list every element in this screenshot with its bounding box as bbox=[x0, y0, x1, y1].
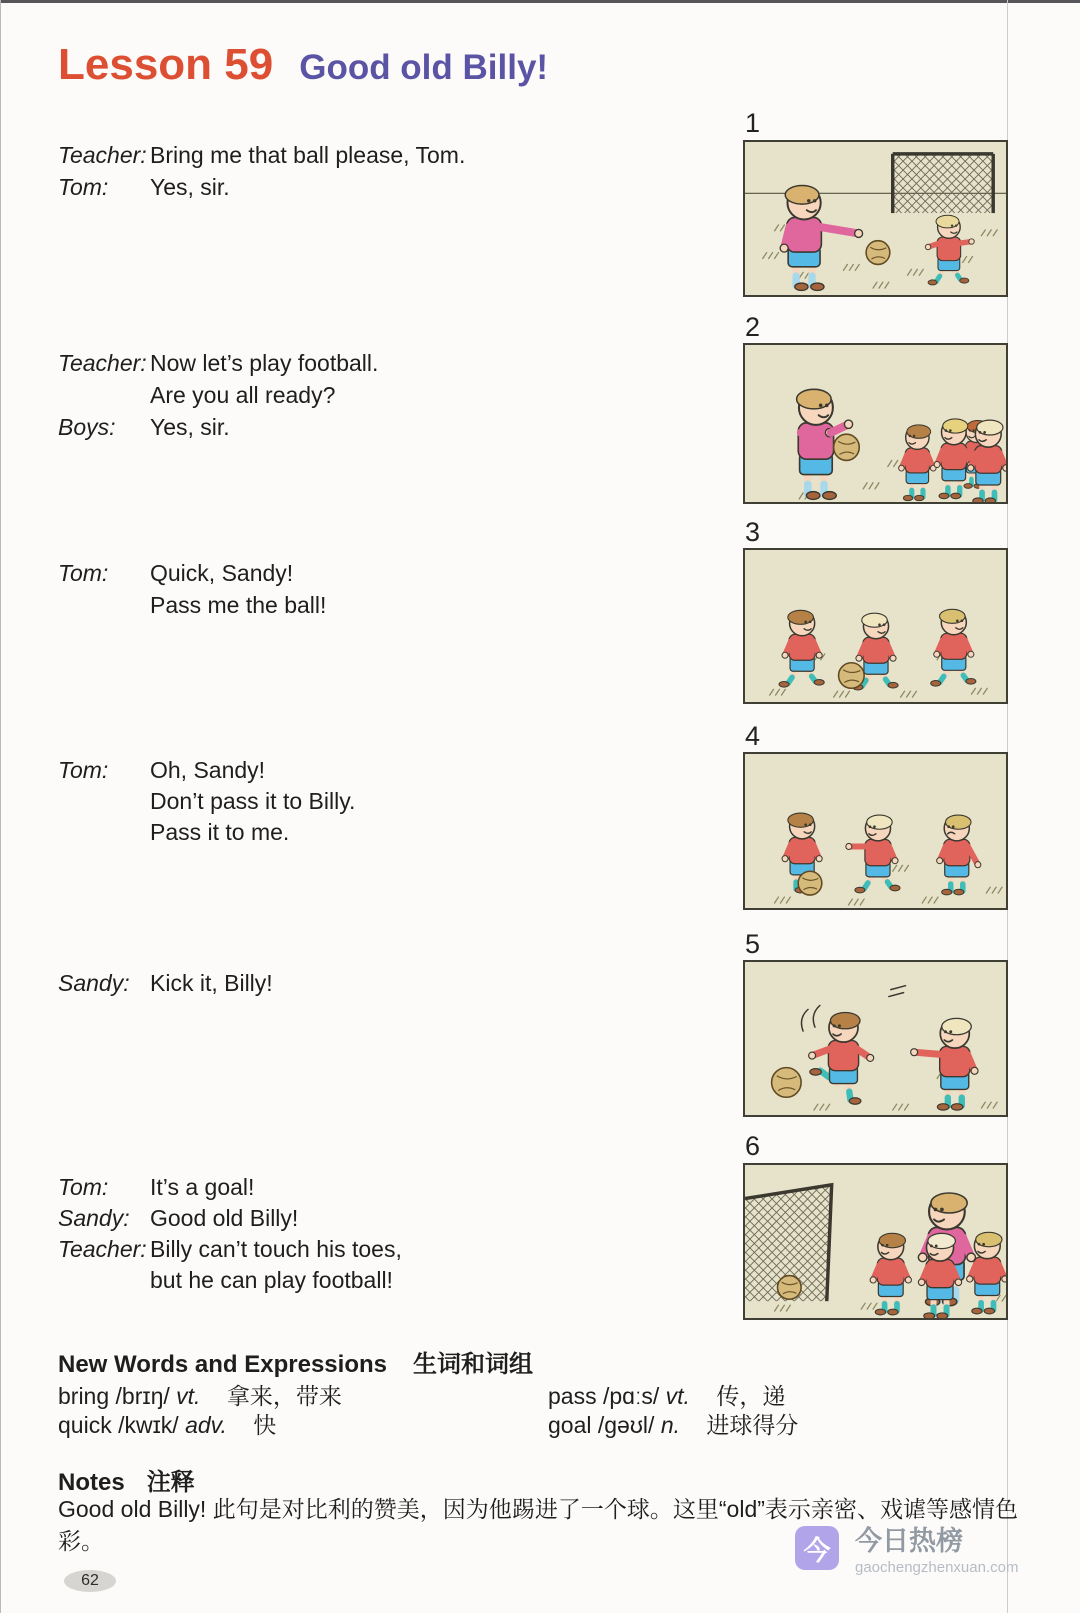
dialogue-line: Good old Billy! bbox=[150, 1205, 299, 1231]
boy-figure bbox=[931, 609, 976, 686]
dialogue-line: Now let’s play football. bbox=[150, 350, 379, 376]
boy-figure bbox=[779, 610, 824, 687]
new-words-heading-en: New Words and Expressions bbox=[58, 1351, 387, 1378]
vocab-pos: vt. bbox=[176, 1383, 201, 1409]
dialogue-row bbox=[58, 1265, 393, 1295]
grass-marks bbox=[893, 1104, 909, 1110]
grass-marks bbox=[873, 282, 889, 288]
vocab-pos: n. bbox=[660, 1412, 680, 1438]
football bbox=[866, 241, 890, 265]
vocab-phonetic: /brɪŋ/ bbox=[115, 1383, 170, 1409]
dialogue-row bbox=[58, 968, 273, 998]
vocab-phonetic: /kwɪk/ bbox=[118, 1412, 179, 1438]
panel-3-boys-chase-ball bbox=[743, 548, 1008, 704]
football bbox=[772, 1068, 802, 1098]
dialogue-row bbox=[58, 590, 326, 620]
speaker-label: Teacher: bbox=[58, 142, 147, 168]
panel-1-teacher-points-at-ball bbox=[743, 140, 1008, 297]
panel-number: 6 bbox=[745, 1131, 761, 1161]
dialogue-row bbox=[58, 786, 355, 816]
vocab-word: quick bbox=[58, 1412, 112, 1438]
speaker-label: Teacher: bbox=[58, 1236, 147, 1262]
panel-number: 2 bbox=[745, 312, 761, 342]
speaker-label: Tom: bbox=[58, 174, 109, 200]
boy-figure bbox=[870, 1233, 911, 1315]
vocab-word: bring bbox=[58, 1383, 110, 1409]
panel-number: 3 bbox=[745, 517, 761, 547]
notes-heading bbox=[58, 1462, 195, 1497]
dialogue-row bbox=[58, 1203, 298, 1233]
grass-marks bbox=[986, 887, 1002, 893]
dialogue-line: It’s a goal! bbox=[150, 1174, 255, 1200]
speaker-label: Teacher: bbox=[58, 350, 147, 376]
football bbox=[778, 1276, 802, 1300]
panel-number: 4 bbox=[745, 721, 761, 751]
vocab-translation: 快 bbox=[253, 1412, 277, 1438]
new-words-heading bbox=[58, 1344, 533, 1379]
grass-marks bbox=[972, 688, 988, 694]
dialogue-row bbox=[58, 348, 378, 378]
dialogue-row bbox=[58, 1234, 402, 1264]
page-left-edge bbox=[0, 0, 1, 1613]
speaker-label: Tom: bbox=[58, 560, 109, 586]
grass-marks bbox=[775, 1305, 791, 1311]
speaker-label: Tom: bbox=[58, 1174, 109, 1200]
grass-marks bbox=[922, 897, 938, 903]
boy-figure bbox=[925, 215, 974, 285]
dialogue-line: Are you all ready? bbox=[150, 382, 336, 408]
dialogue-line: but he can play football! bbox=[150, 1267, 393, 1293]
lesson-title-label: Good old Billy! bbox=[299, 48, 549, 87]
dialogue-line: Kick it, Billy! bbox=[150, 970, 273, 996]
boy-figure bbox=[899, 425, 936, 501]
grass-marks bbox=[834, 691, 850, 697]
grass-marks bbox=[996, 1295, 1006, 1301]
dialogue-row bbox=[58, 380, 335, 410]
vocab-phonetic: /pɑːs/ bbox=[602, 1383, 660, 1409]
grass-marks bbox=[908, 269, 924, 275]
vocab-translation: 传，递 bbox=[716, 1383, 786, 1409]
panel-4-dont-pass-to-billy bbox=[743, 752, 1008, 910]
grass-marks bbox=[981, 230, 997, 236]
dialogue-row bbox=[58, 755, 265, 785]
panel-5-billy-kicks-ball bbox=[743, 960, 1008, 1117]
boy-figure bbox=[937, 815, 981, 895]
panel-number: 1 bbox=[745, 108, 761, 138]
dialogue-line: Pass it to me. bbox=[150, 819, 290, 845]
vocab-pos: adv. bbox=[185, 1412, 227, 1438]
boy-figure bbox=[809, 1012, 874, 1104]
notes-body: Good old Billy! 此句是对比利的赞美，因为他踢进了一个球。这里“old”表示亲密、戏谑等感情色彩。 bbox=[58, 1496, 1018, 1554]
dialogue-line: Oh, Sandy! bbox=[150, 757, 266, 783]
page-title bbox=[58, 40, 548, 90]
vocab-translation: 进球得分 bbox=[706, 1412, 799, 1438]
panel-2-teacher-holds-ball-boys-listen bbox=[743, 343, 1008, 504]
dialogue-line: Bring me that ball please, Tom. bbox=[150, 142, 466, 168]
vocab-entry-quick bbox=[58, 1407, 276, 1440]
dialogue-line: Quick, Sandy! bbox=[150, 560, 294, 586]
football bbox=[798, 871, 822, 895]
speaker-label bbox=[58, 817, 150, 847]
page-number-badge: 62 bbox=[64, 1570, 116, 1592]
dialogue-line: Yes, sir. bbox=[150, 174, 230, 200]
dialogue-line: Pass me the ball! bbox=[150, 592, 327, 618]
boy-figure bbox=[911, 1018, 978, 1110]
vocab-word: pass bbox=[548, 1383, 597, 1409]
grass-marks bbox=[770, 689, 786, 695]
grass-marks bbox=[814, 1104, 830, 1110]
vocab-word: goal bbox=[548, 1412, 592, 1438]
grass-marks bbox=[861, 1303, 877, 1309]
dialogue-line: Yes, sir. bbox=[150, 414, 230, 440]
grass-marks bbox=[893, 865, 909, 871]
dialogue-row bbox=[58, 558, 293, 588]
boy-figure bbox=[846, 815, 900, 893]
lesson-number-label: Lesson 59 bbox=[58, 40, 274, 89]
goal-net bbox=[825, 154, 1006, 213]
grass-marks bbox=[901, 691, 917, 697]
panel-6-goal-scored bbox=[743, 1163, 1008, 1320]
dialogue-row bbox=[58, 412, 230, 442]
dialogue-row bbox=[58, 140, 465, 170]
speaker-label bbox=[58, 380, 150, 410]
grass-marks bbox=[843, 264, 859, 270]
page-top-edge bbox=[0, 0, 1080, 3]
football bbox=[834, 434, 860, 460]
grass-marks bbox=[763, 253, 779, 259]
vocab-translation: 拿来，带来 bbox=[226, 1383, 342, 1409]
speaker-label: Boys: bbox=[58, 414, 116, 440]
dialogue-line: Billy can’t touch his toes, bbox=[150, 1236, 402, 1262]
watermark-name: 今日热榜 bbox=[855, 1526, 963, 1556]
grass-marks bbox=[848, 899, 864, 905]
notes-heading-zh: 注释 bbox=[146, 1469, 195, 1496]
notes-heading-en: Notes bbox=[58, 1469, 125, 1496]
dialogue-row bbox=[58, 172, 230, 202]
grass-marks bbox=[981, 1102, 997, 1108]
football bbox=[839, 663, 865, 688]
dialogue-row bbox=[58, 817, 289, 847]
speaker-label: Tom: bbox=[58, 757, 109, 783]
vocab-entry-goal bbox=[548, 1407, 798, 1440]
dialogue-row bbox=[58, 1172, 254, 1202]
speaker-label bbox=[58, 590, 150, 620]
boy-figure bbox=[967, 1232, 1006, 1314]
panel-number: 5 bbox=[745, 929, 761, 959]
speaker-label bbox=[58, 1265, 150, 1295]
speaker-label: Sandy: bbox=[58, 970, 130, 996]
grass-marks bbox=[863, 483, 879, 489]
vocab-pos: vt. bbox=[665, 1383, 690, 1409]
vocab-phonetic: /gəʊl/ bbox=[597, 1412, 655, 1438]
speaker-label bbox=[58, 786, 150, 816]
watermark-logo-icon: 今 bbox=[795, 1526, 839, 1570]
speaker-label: Sandy: bbox=[58, 1205, 130, 1231]
watermark-domain: gaochengzhenxuan.com bbox=[855, 1559, 1019, 1576]
new-words-heading-zh: 生词和词组 bbox=[412, 1351, 533, 1378]
teacher-figure bbox=[780, 185, 862, 290]
watermark bbox=[795, 1526, 1018, 1576]
dialogue-line: Don’t pass it to Billy. bbox=[150, 788, 356, 814]
grass-marks bbox=[775, 897, 791, 903]
